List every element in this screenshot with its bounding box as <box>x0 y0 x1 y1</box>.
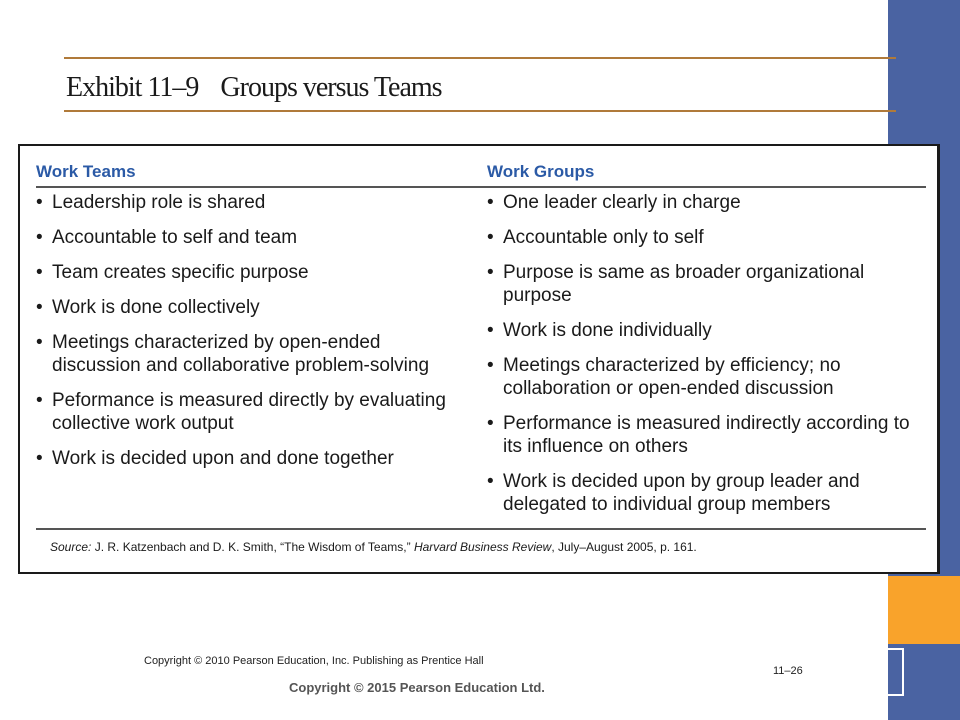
list-item-text: Work is done collectively <box>52 297 260 318</box>
slide-title <box>66 72 442 104</box>
bullet: • <box>36 390 43 411</box>
source-authors: J. R. Katzenbach and D. K. Smith, “The Wisdom of Teams,” <box>91 540 414 554</box>
list-item-text: One leader clearly in charge <box>503 192 741 213</box>
source-journal: Harvard Business Review <box>413 540 552 554</box>
list-item-text: Accountable only to self <box>503 227 704 248</box>
list-item-text: Meetings characterized by efficiency; no collaboration or open-ended discussion <box>503 355 841 399</box>
list-item <box>487 412 927 458</box>
list-item <box>36 331 466 377</box>
work-groups-heading: Work Groups <box>487 162 595 181</box>
source-lead: Source: <box>50 540 92 554</box>
list-item-text: Leadership role is shared <box>52 192 266 213</box>
header-divider <box>36 186 926 188</box>
list-item <box>36 447 466 470</box>
list-item-text: Accountable to self and team <box>52 227 298 248</box>
list-item <box>36 261 466 284</box>
bullet: • <box>36 297 43 318</box>
side-accent-block <box>888 576 960 644</box>
list-item <box>487 226 927 249</box>
list-item-text: Work is decided upon and done together <box>52 448 394 469</box>
list-item <box>36 389 466 435</box>
list-item-text: Purpose is same as broader organizational purpose <box>503 262 865 306</box>
source-divider <box>36 528 926 530</box>
bullet: • <box>36 332 43 353</box>
side-outline-box <box>888 648 904 696</box>
title-bottom-rule <box>64 110 896 112</box>
bullet: • <box>487 355 494 376</box>
copyright-2010: Copyright © 2010 Pearson Education, Inc. Publishing as Prentice Hall <box>144 655 484 667</box>
bullet: • <box>487 413 494 434</box>
source-tail: , July–August 2005, p. 161. <box>551 540 697 554</box>
work-teams-heading: Work Teams <box>36 162 136 181</box>
title-top-rule <box>64 57 896 59</box>
list-item <box>487 261 927 307</box>
list-item <box>487 191 927 214</box>
list-item <box>487 470 927 516</box>
bullet: • <box>487 227 494 248</box>
exhibit-number: Exhibit 11–9 <box>66 72 199 103</box>
bullet: • <box>487 262 494 283</box>
list-item <box>36 296 466 319</box>
bullet: • <box>36 448 43 469</box>
work-teams-list <box>36 191 466 482</box>
bullet: • <box>36 262 43 283</box>
list-item-text: Performance is measured indirectly according to its influence on others <box>503 413 910 457</box>
list-item-text: Work is done individually <box>503 320 712 341</box>
exhibit-table <box>18 144 940 574</box>
page-number: 11–26 <box>773 665 803 677</box>
list-item-text: Peformance is measured directly by evaluating collective work output <box>52 390 446 434</box>
bullet: • <box>487 320 494 341</box>
bullet: • <box>487 192 494 213</box>
bullet: • <box>487 471 494 492</box>
exhibit-title-text: Groups versus Teams <box>220 72 442 103</box>
list-item <box>487 354 927 400</box>
list-item-text: Meetings characterized by open-ended discussion and collaborative problem-solving <box>52 332 430 376</box>
list-item-text: Work is decided upon by group leader and delegated to individual group members <box>503 471 860 515</box>
list-item <box>36 226 466 249</box>
work-groups-list <box>487 191 927 528</box>
list-item-text: Team creates specific purpose <box>52 262 309 283</box>
bullet: • <box>36 192 43 213</box>
list-item <box>36 191 466 214</box>
copyright-2015: Copyright © 2015 Pearson Education Ltd. <box>289 680 545 695</box>
bullet: • <box>36 227 43 248</box>
source-citation <box>50 540 697 554</box>
list-item <box>487 319 927 342</box>
